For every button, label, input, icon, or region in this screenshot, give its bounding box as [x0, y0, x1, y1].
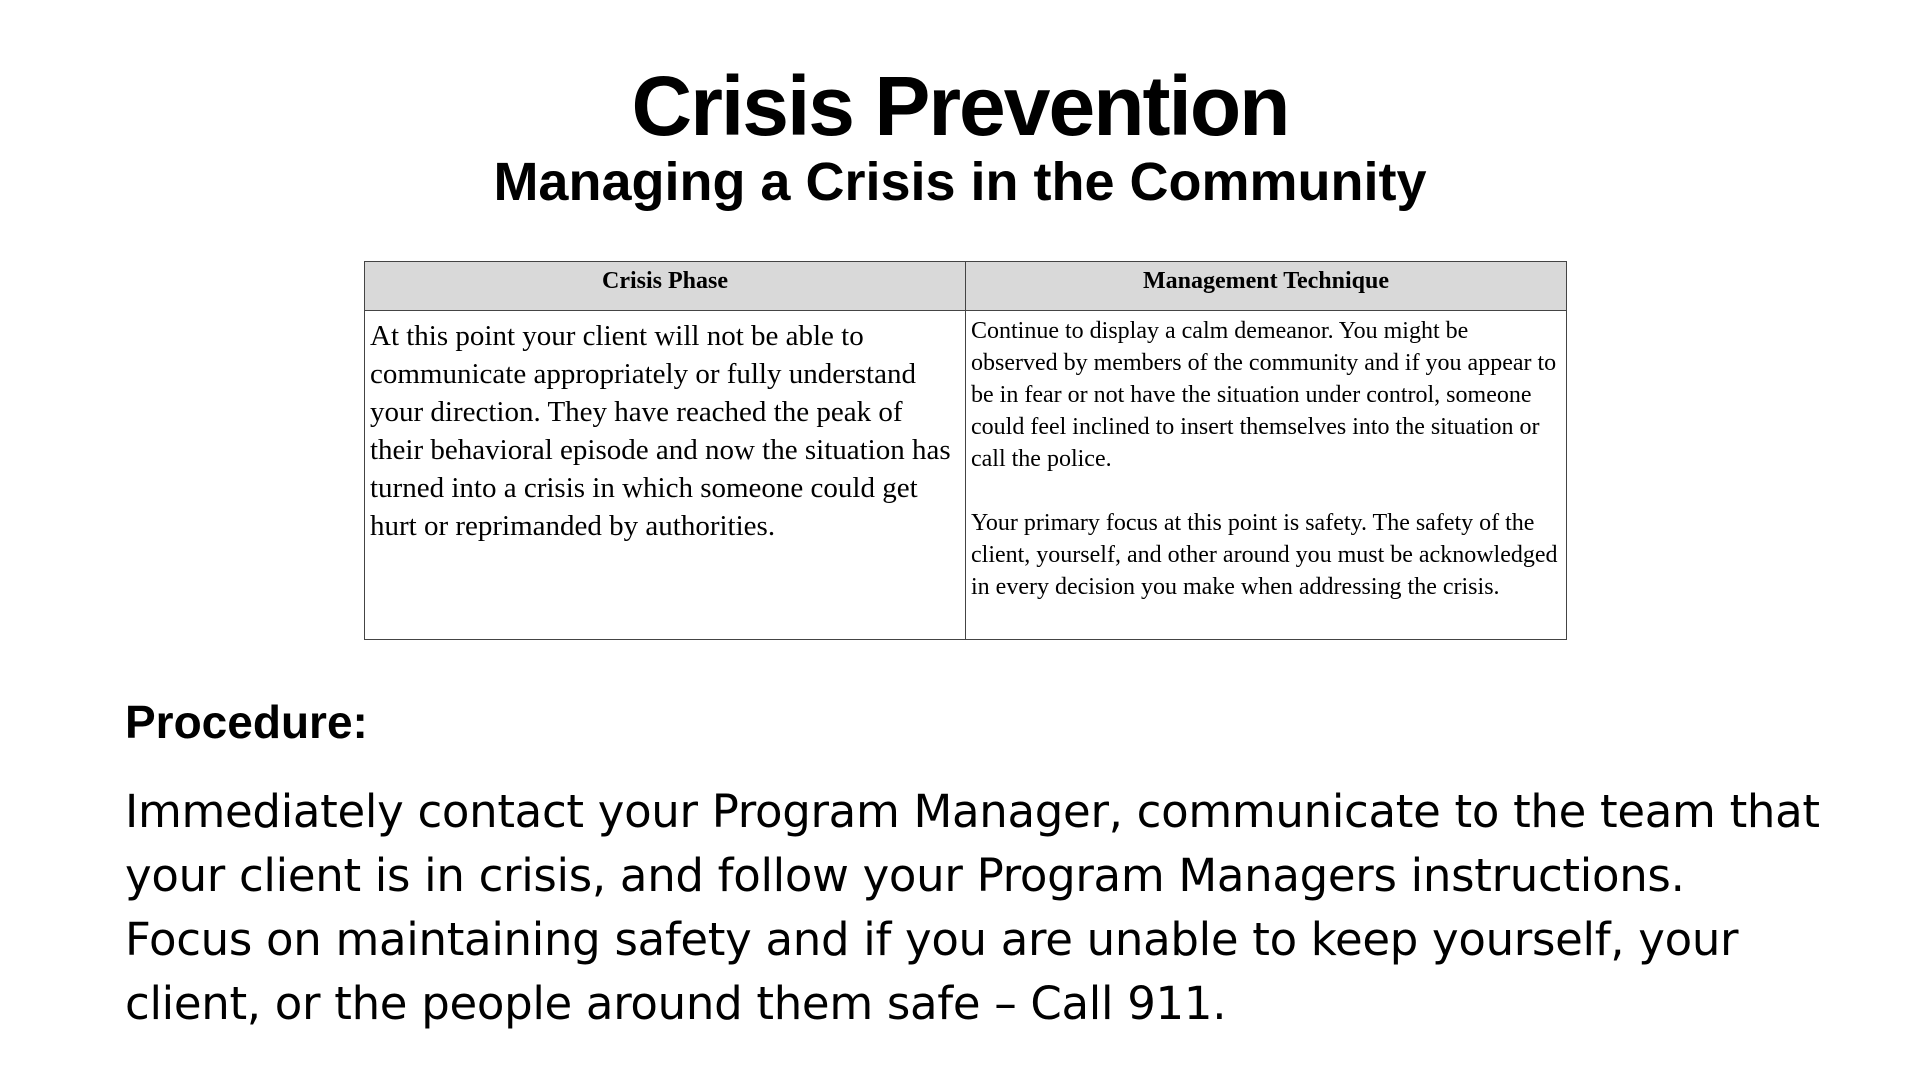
header-crisis-phase: Crisis Phase	[365, 262, 966, 311]
procedure-heading: Procedure:	[125, 696, 368, 748]
management-technique-cell	[966, 311, 1567, 640]
procedure-text: Immediately contact your Program Manager, communicate to the team that your client is in crisis, and follow your Program Managers instructions. Focus on maintaining safety and if you are unable to keep yourself, your client, or the people around them safe – Call 911.	[125, 785, 1820, 1030]
header-management-technique: Management Technique	[966, 262, 1567, 311]
slide-title: Crisis Prevention	[631, 59, 1289, 153]
crisis-phase-cell: At this point your client will not be able to communicate appropriately or fully understand your direction. They have reached the peak of their behavioral episode and now the situation has turned into a crisis in which someone could get hurt or reprimanded by authorities.	[365, 311, 966, 640]
slide-subtitle: Managing a Crisis in the Community	[493, 152, 1427, 212]
table-row	[365, 311, 1567, 640]
crisis-table-container	[364, 261, 1567, 640]
crisis-table	[364, 261, 1567, 640]
table-header-row	[365, 262, 1567, 311]
technique-paragraph-safety: Your primary focus at this point is safety. The safety of the client, yourself, and other around you must be acknowledged in every decision you make when addressing the crisis.	[971, 510, 1558, 600]
technique-paragraph-calm: Continue to display a calm demeanor. You might be observed by members of the community and if you appear to be in fear or not have the situation under control, someone could feel inclined to insert themselves into the situation or call the police.	[971, 318, 1557, 472]
